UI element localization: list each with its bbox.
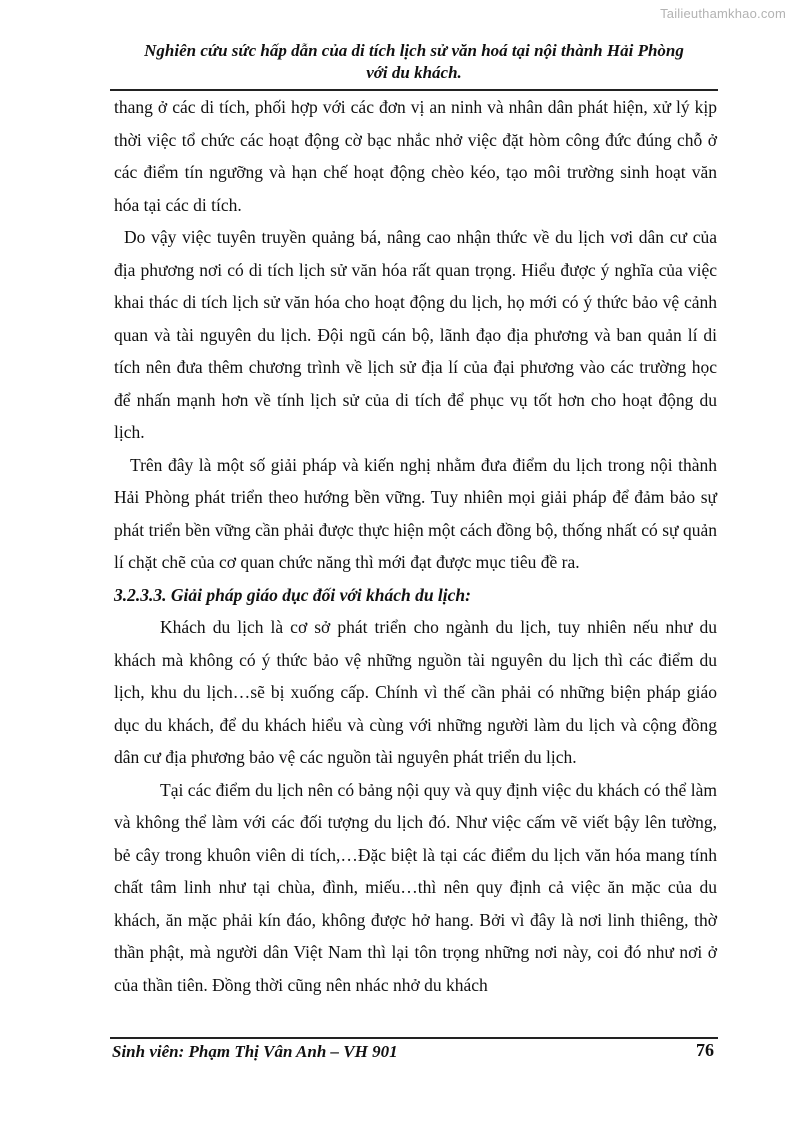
- header-title-line1: Nghiên cứu sức hấp dẫn của di tích lịch sử văn hoá tại nội thành Hải Phòng: [144, 41, 684, 60]
- page-body: [114, 91, 717, 1001]
- paragraph: Khách du lịch là cơ sở phát triển cho ngành du lịch, tuy nhiên nếu như du khách mà không có ý thức bảo vệ những nguồn tài nguyên du lịch thì các điểm du lịch, khu du lịch…sẽ bị xuống cấp. Chính vì thế cần phải có những biện pháp giáo dục du khách, để du khách hiểu và cùng với những người làm du lịch và cộng đồng dân cư địa phương bảo vệ các nguồn tài nguyên phát triển du lịch.: [114, 617, 717, 767]
- footer-rule: [110, 1037, 718, 1039]
- page-number: 76: [696, 1040, 714, 1060]
- paragraph: Trên đây là một số giải pháp và kiến nghị nhằm đưa điểm du lịch trong nội thành Hải Phòng phát triển theo hướng bền vững. Tuy nhiên mọi giải pháp để đảm bảo sự phát triển bền vững cần phải được thực hiện một cách đồng bộ, thống nhất có sự quản lí chặt chẽ của cơ quan chức năng thì mới đạt được mục tiêu đề ra.: [114, 454, 717, 572]
- running-header: [110, 40, 718, 84]
- paragraph-continued: thang ở các di tích, phối hợp với các đơn vị an ninh và nhân dân phát hiện, xử lý kịp thời việc tổ chức các hoạt động cờ bạc nhắc nhở việc đặt hòm công đức đúng chỗ ở các điểm tín ngưỡng và hạn chế hoạt động chèo kéo, tạo môi trường sinh hoạt văn hóa tại các di tích.: [114, 97, 717, 215]
- section-heading: 3.2.3.3. Giải pháp giáo dục đối với khách du lịch:: [114, 584, 471, 605]
- watermark: Tailieuthamkhao.com: [660, 6, 786, 21]
- paragraph: Tại các điểm du lịch nên có bảng nội quy và quy định việc du khách có thể làm và không thể làm với các đối tượng du lịch đó. Như việc cấm vẽ viết bậy lên tường, bẻ cây trong khuôn viên di tích,…Đặc biệt là tại các điểm du lịch văn hóa mang tính chất tâm linh như tại chùa, đình, miếu…thì nên quy định cả việc ăn mặc của du khách, ăn mặc phải kín đáo, không được hở hang. Bởi vì đây là nơi linh thiêng, thờ thần phật, mà người dân Việt Nam thì lại tôn trọng những nơi này, coi đó như nơi ở của thần tiên. Đồng thời cũng nên nhác nhở du khách: [114, 779, 717, 995]
- header-title-line2: với du khách.: [366, 63, 462, 82]
- paragraph: Do vậy việc tuyên truyền quảng bá, nâng cao nhận thức về du lịch vơi dân cư của địa phương nơi có di tích lịch sử văn hóa rất quan trọng. Hiểu được ý nghĩa của việc khai thác di tích lịch sử văn hóa cho hoạt động du lịch, họ mới có ý thức bảo vệ cảnh quan và tài nguyên du lịch. Đội ngũ cán bộ, lãnh đạo địa phương và ban quản lí di tích nên đưa thêm chương trình về lịch sử địa lí của đại phương vào các trường học để nhấn mạnh hơn về tính lịch sử của di tích để phục vụ tốt hơn cho hoạt động du lịch.: [114, 227, 717, 442]
- footer-author: Sinh viên: Phạm Thị Vân Anh – VH 901: [112, 1042, 398, 1061]
